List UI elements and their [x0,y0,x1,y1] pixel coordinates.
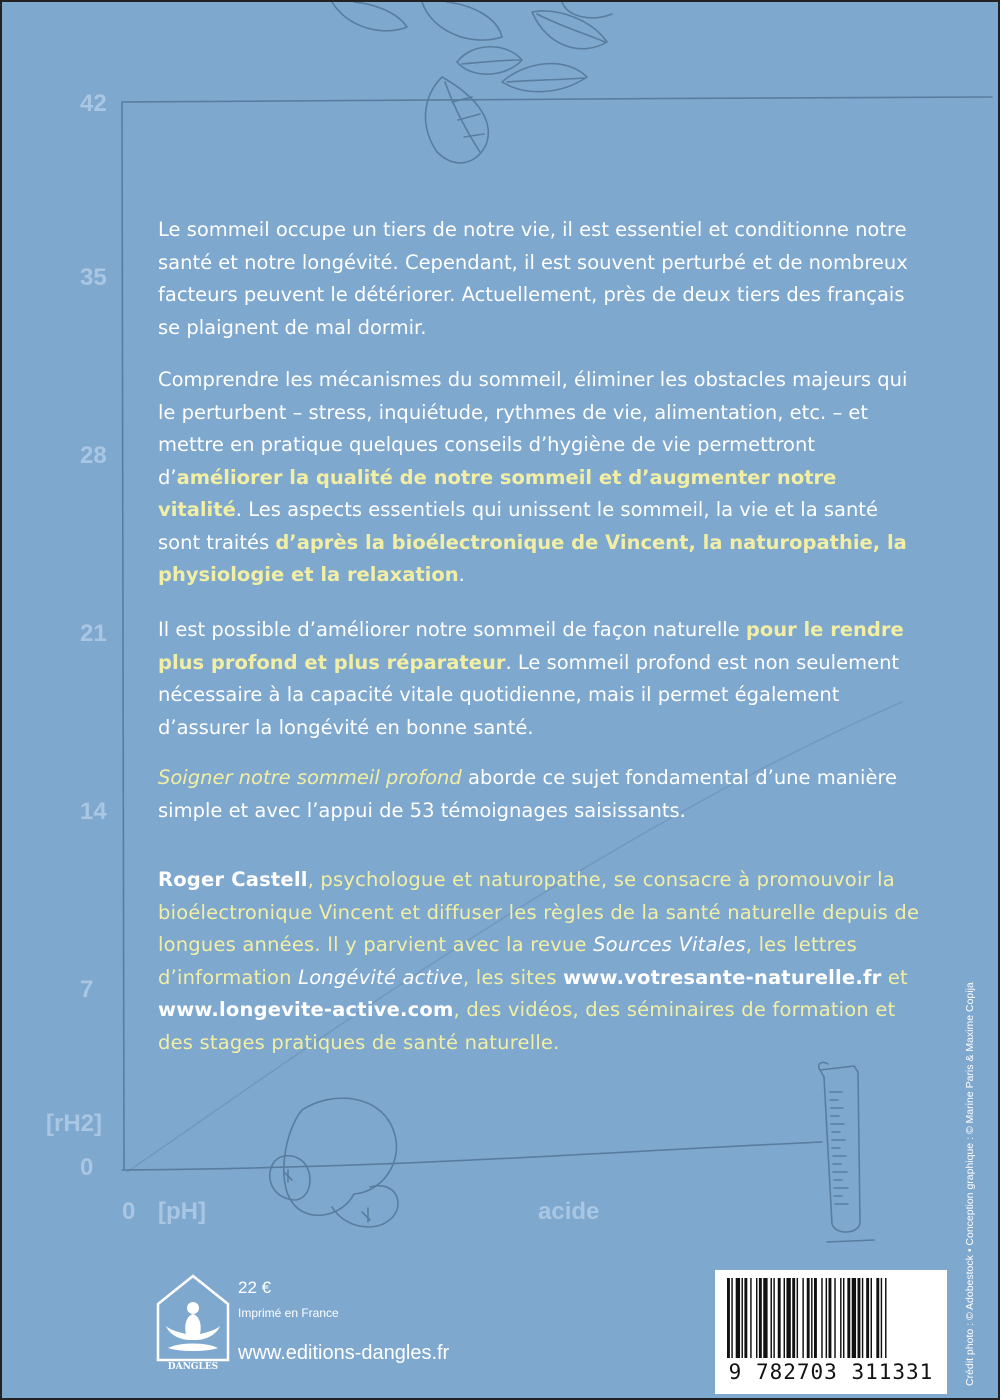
axis-tick-14: 14 [80,798,107,825]
barcode-bars [727,1278,935,1360]
site-link-2: www.longevite-active.com [158,998,454,1021]
meditating-figure-icon [156,1274,230,1362]
paragraph-text: . [458,563,465,586]
axis-tick-42: 42 [80,90,107,117]
site-link-1: www.votresante-naturelle.fr [563,965,882,989]
paragraph-text: aborde ce sujet fondamental d’une manière simple et avec l’appui de 53 témoignages saisissants. [158,766,898,822]
highlight-methods: d’après la bioélectronique de Vincent, la naturopathie, la physiologie et la relaxation [158,530,907,586]
isbn-number: 9 782703 311331 [728,1360,934,1384]
printed-in: Imprimé en France [238,1306,339,1320]
axis-label-rh2: [rH2] [46,1110,103,1137]
author-bio-text: et [881,965,908,989]
axis-label-acide: acide [538,1198,600,1225]
price: 22 € [238,1278,272,1297]
paragraph-intro [158,214,922,344]
highlight-deep-sleep: pour le rendre plus profond et plus réparateur [158,618,904,674]
paragraph-text: . Le sommeil profond est non seulement nécessaire à la capacité vitale quotidienne, mais il permet également d’assurer la longévité en bonne santé. [158,650,900,739]
paragraph-improve [158,614,922,744]
axis-tick-0: 0 [80,1154,94,1181]
publisher-website: www.editions-dangles.fr [238,1342,450,1364]
author-name: Roger Castell [158,868,308,891]
axis-tick-28: 28 [80,442,107,469]
publisher-logo [156,1274,230,1376]
author-bio-text: , les sites [462,965,564,989]
axis-origin: 0 [122,1198,136,1225]
newsletter-title: Longévité active [298,965,463,989]
author-bio [158,864,922,1059]
revue-title: Sources Vitales [593,933,746,956]
book-title: Soigner notre sommeil profond [158,766,462,789]
paragraph-book [158,762,922,827]
photo-credit: Crédit photo : © Adobestock • Conception graphique : © Marine Paris & Maxime Copija [964,982,976,1386]
paragraph-intro-text: Le sommeil occupe un tiers de notre vie, il est essentiel et conditionne notre santé et notre longévité. Cependant, il est souvent perturbé et de nombreux facteurs peuvent le détériorer. Actuellement, près de deux tiers des français se plaignent de mal dormir. [158,218,908,339]
axis-tick-7: 7 [80,976,94,1003]
author-bio-text: , les lettres d’information [158,933,857,989]
paragraph-mechanisms [158,364,922,592]
paragraph-text: . Les aspects essentiels qui unissent le sommeil, la vie et la santé sont traités [158,498,878,554]
highlight-vitality: améliorer la qualité de notre sommeil et d’augmenter notre vitalité [158,465,837,521]
paragraph-text: Il est possible d’améliorer notre sommeil de façon naturelle [158,618,746,641]
axis-tick-21: 21 [80,620,107,647]
axis-label-ph: [pH] [158,1198,206,1225]
author-bio-text: , des vidéos, des séminaires de formation et des stages pratiques de santé naturelle. [158,998,896,1054]
author-bio-text: , psychologue et naturopathe, se consacre à promouvoir la bioélectronique Vincent et diffuser les règles de la santé naturelle depuis de longues années. Il y parvient avec la revue [158,868,920,956]
axis-tick-35: 35 [80,264,107,291]
paragraph-text: Comprendre les mécanismes du sommeil, éliminer les obstacles majeurs qui le perturbent – stress, inquiétude, rythmes de vie, alimentation, etc. – et mettre en pratique quelques conseils d’hygiène de vie permettront d’ [158,368,908,489]
barcode [715,1270,947,1394]
publisher-name: DANGLES [167,1362,219,1372]
